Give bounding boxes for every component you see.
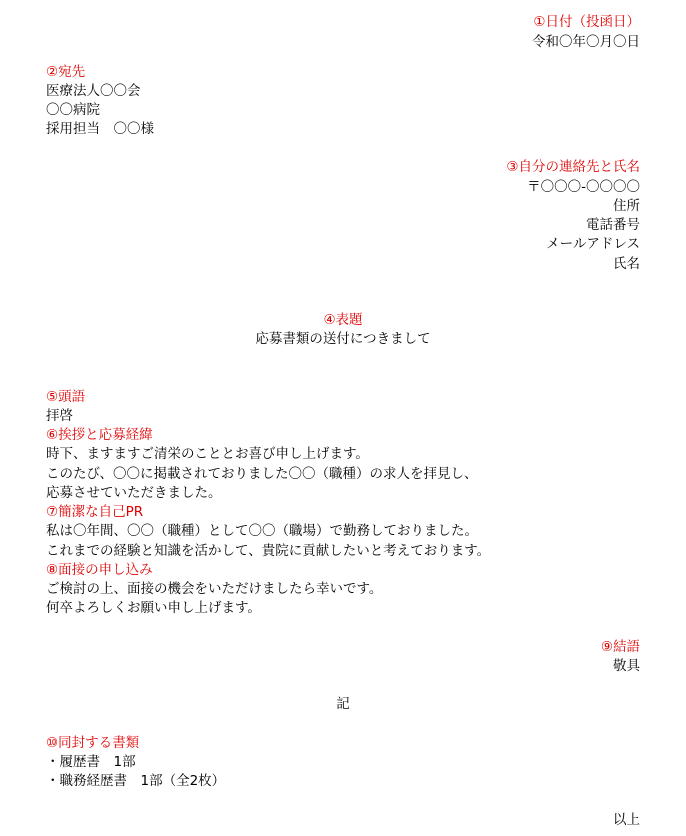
request-heading: ⑧面接の申し込み xyxy=(46,562,153,578)
greeting-line: 時下、ますますご清栄のこととお喜び申し上げます。 xyxy=(46,446,369,462)
sender-line: 氏名 xyxy=(613,256,640,272)
greeting-line: 応募させていただきました。 xyxy=(46,485,222,501)
recipient-line: 医療法人〇〇会 xyxy=(46,83,141,99)
subject-text: 応募書類の送付につきまして xyxy=(255,331,431,347)
opening-heading: ⑤頭語 xyxy=(46,389,86,405)
closing-text: 敬具 xyxy=(613,658,640,674)
enclosure-item: ・履歴書 1部 xyxy=(46,754,136,770)
enclosures-heading: ⑩同封する書類 xyxy=(46,735,140,751)
recipient-line: 採用担当 〇〇様 xyxy=(46,121,154,137)
date-value: 令和〇年〇月〇日 xyxy=(532,34,640,50)
recipient-heading: ②宛先 xyxy=(46,64,86,80)
greeting-line: このたび、〇〇に掲載されておりました〇〇（職種）の求人を拝見し、 xyxy=(46,466,478,482)
date-heading: ①日付（投函日） xyxy=(533,14,640,30)
request-line: ご検討の上、面接の機会をいただけましたら幸いです。 xyxy=(46,581,383,597)
ki-mark: 記 xyxy=(336,696,350,712)
closing-heading: ⑨結語 xyxy=(600,639,640,655)
opening-text: 拝啓 xyxy=(46,408,73,424)
greeting-heading: ⑥挨拶と応募経緯 xyxy=(46,427,153,443)
sender-heading: ③自分の連絡先と氏名 xyxy=(506,159,640,175)
sender-line: 電話番号 xyxy=(586,217,640,233)
enclosure-item: ・職務経歴書 1部（全2枚） xyxy=(46,773,226,789)
pr-line: これまでの経験と知識を活かして、貴院に貢献したいと考えております。 xyxy=(46,543,491,559)
recipient-line: 〇〇病院 xyxy=(46,102,100,118)
end-mark: 以上 xyxy=(613,812,640,828)
request-line: 何卒よろしくお願い申し上げます。 xyxy=(46,600,261,616)
pr-line: 私は〇年間、〇〇（職種）として〇〇（職場）で勤務しておりました。 xyxy=(46,523,478,539)
sender-line: 住所 xyxy=(613,198,640,214)
subject-heading: ④表題 xyxy=(323,312,363,328)
sender-line: メールアドレス xyxy=(546,236,640,252)
pr-heading: ⑦簡潔な自己PR xyxy=(46,504,144,520)
sender-line: 〒〇〇〇-〇〇〇〇 xyxy=(527,179,640,195)
